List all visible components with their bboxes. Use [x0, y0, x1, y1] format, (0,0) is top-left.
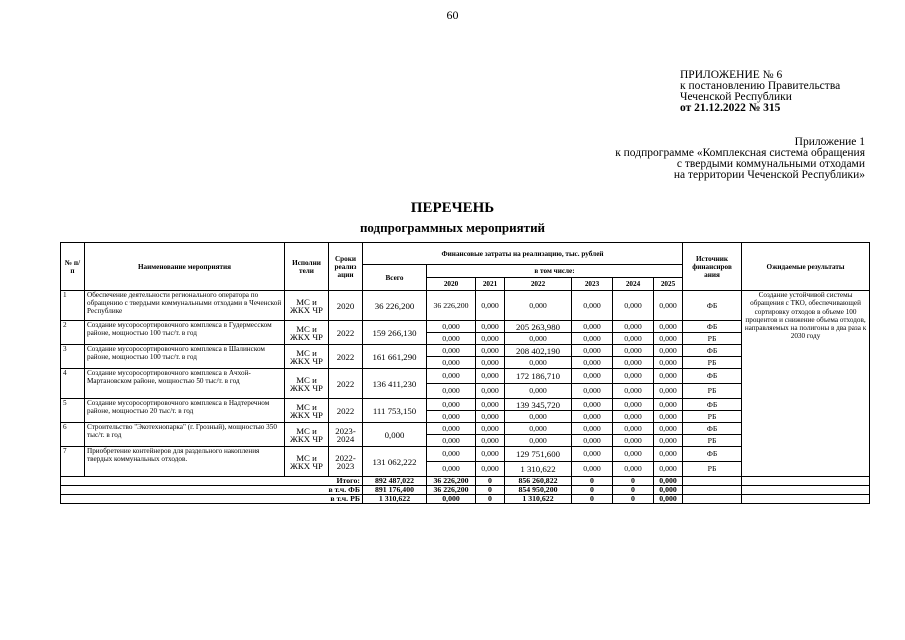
year-value: 0,000	[613, 357, 654, 369]
totals-total: 1 310,622	[363, 495, 427, 504]
totals-year-value: 0,000	[654, 495, 683, 504]
year-value: 0,000	[505, 384, 572, 399]
year-value: 0,000	[572, 399, 613, 411]
funding-source: РБ	[683, 462, 742, 477]
year-value: 0,000	[505, 411, 572, 423]
year-value: 0,000	[613, 369, 654, 384]
year-value: 0,000	[613, 291, 654, 321]
totals-year-value: 856 260,822	[505, 477, 572, 486]
funding-source: ФБ	[683, 399, 742, 411]
totals-year-value: 0	[613, 495, 654, 504]
year-value: 139 345,720	[505, 399, 572, 411]
sub-appendix-line: к подпрограмме «Комплексная система обращения	[615, 147, 865, 159]
year-value: 0,000	[476, 384, 505, 399]
year-value: 0,000	[613, 399, 654, 411]
year-value: 0,000	[572, 369, 613, 384]
funding-source: РБ	[683, 384, 742, 399]
totals-year-value: 0,000	[654, 477, 683, 486]
totals-year-value: 0	[572, 486, 613, 495]
year-value: 0,000	[427, 399, 476, 411]
year-value: 0,000	[505, 291, 572, 321]
header-executors: Исполни тели	[285, 243, 329, 291]
header-year: 2022	[505, 278, 572, 291]
funding-source: ФБ	[683, 423, 742, 435]
year-value: 0,000	[476, 369, 505, 384]
year-value: 0,000	[654, 399, 683, 411]
year-value: 129 751,600	[505, 447, 572, 462]
year-value: 0,000	[427, 423, 476, 435]
row-executor: МС и ЖКХ ЧР	[285, 369, 329, 399]
year-value: 0,000	[654, 384, 683, 399]
header-name: Наименование мероприятия	[85, 243, 285, 291]
year-value: 0,000	[476, 291, 505, 321]
row-num: 7	[61, 447, 85, 477]
year-value: 0,000	[427, 462, 476, 477]
row-total: 0,000	[363, 423, 427, 447]
sub-appendix-line: с твердыми коммунальными отходами	[676, 158, 865, 170]
year-value: 0,000	[572, 423, 613, 435]
year-value: 0,000	[654, 369, 683, 384]
appendix-line: ПРИЛОЖЕНИЕ № 6	[680, 69, 783, 81]
row-num: 3	[61, 345, 85, 369]
totals-year-value: 0,000	[654, 486, 683, 495]
year-value: 0,000	[476, 399, 505, 411]
year-value: 0,000	[654, 423, 683, 435]
measures-table	[60, 242, 870, 504]
totals-source	[683, 486, 742, 495]
year-value: 0,000	[572, 333, 613, 345]
row-term: 2023-2024	[329, 423, 363, 447]
row-term: 2022	[329, 399, 363, 423]
row-name: Создание мусоросортировочного комплекса в Гудермесском районе, мощностью 100 тыс/т. в год	[85, 321, 285, 345]
header-finance: Финансовые затраты на реализацию, тыс. рублей	[363, 243, 683, 265]
row-term: 2022	[329, 321, 363, 345]
year-value: 36 226,200	[427, 291, 476, 321]
row-executor: МС и ЖКХ ЧР	[285, 321, 329, 345]
totals-total: 892 487,022	[363, 477, 427, 486]
year-value: 0,000	[613, 321, 654, 333]
year-value: 208 402,190	[505, 345, 572, 357]
header-year: 2024	[613, 278, 654, 291]
header-terms: Сроки реализ ации	[329, 243, 363, 291]
year-value: 0,000	[427, 384, 476, 399]
totals-year-value: 0	[476, 495, 505, 504]
totals-row	[61, 477, 870, 486]
appendix-date: от 21.12.2022 № 315	[680, 102, 781, 114]
year-value: 0,000	[654, 291, 683, 321]
totals-year-value: 1 310,622	[505, 495, 572, 504]
row-term: 2020	[329, 291, 363, 321]
year-value: 205 263,980	[505, 321, 572, 333]
row-name: Строительство "Экотехнопарка" (г. Грозный), мощностью 350 тыс/т. в год	[85, 423, 285, 447]
totals-source	[683, 477, 742, 486]
expected-results: Создание устойчивой системы обращения с ТКО, обеспечивающей сортировку отходов в объеме 100 процентов и снижение объема отходов, направляемых на полигоны в два раза к 2030 году	[742, 291, 870, 477]
document-subtitle: подпрограммных мероприятий	[359, 220, 546, 235]
row-total: 36 226,200	[363, 291, 427, 321]
sub-appendix-line: Приложение 1	[794, 136, 865, 148]
totals-results	[742, 477, 870, 486]
document-title: ПЕРЕЧЕНЬ	[410, 200, 495, 216]
year-value: 0,000	[654, 345, 683, 357]
header-source: Источник финансиров ания	[683, 243, 742, 291]
year-value: 0,000	[613, 345, 654, 357]
row-term: 2022	[329, 369, 363, 399]
year-value: 0,000	[654, 333, 683, 345]
totals-year-value: 0	[572, 495, 613, 504]
year-value: 0,000	[476, 423, 505, 435]
year-value: 0,000	[572, 321, 613, 333]
totals-label: Итого:	[61, 477, 363, 486]
year-value: 1 310,622	[505, 462, 572, 477]
row-name: Приобретение контейнеров для раздельного накопления твердых коммунальных отходов.	[85, 447, 285, 477]
year-value: 0,000	[654, 462, 683, 477]
totals-row	[61, 495, 870, 504]
funding-source: ФБ	[683, 369, 742, 384]
sub-appendix-line: на территории Чеченской Республики»	[673, 169, 865, 181]
year-value: 0,000	[613, 435, 654, 447]
row-num: 6	[61, 423, 85, 447]
header-year: 2023	[572, 278, 613, 291]
funding-source: ФБ	[683, 447, 742, 462]
row-executor: МС и ЖКХ ЧР	[285, 399, 329, 423]
totals-results	[742, 486, 870, 495]
row-num: 2	[61, 321, 85, 345]
page-number: 60	[446, 8, 459, 22]
row-executor: МС и ЖКХ ЧР	[285, 345, 329, 369]
appendix-block	[680, 70, 840, 114]
header-year: 2025	[654, 278, 683, 291]
totals-year-value: 0	[613, 477, 654, 486]
year-value: 0,000	[476, 357, 505, 369]
year-value: 0,000	[476, 345, 505, 357]
totals-year-value: 0	[476, 486, 505, 495]
year-value: 172 186,710	[505, 369, 572, 384]
funding-source: ФБ	[683, 321, 742, 333]
year-value: 0,000	[427, 345, 476, 357]
totals-label: в т.ч. РБ	[61, 495, 363, 504]
funding-source: РБ	[683, 435, 742, 447]
row-name: Создание мусоросортировочного комплекса в Шалинском районе, мощностью 100 тыс/т. в год	[85, 345, 285, 369]
year-value: 0,000	[476, 447, 505, 462]
table-body	[61, 243, 870, 504]
row-executor: МС и ЖКХ ЧР	[285, 291, 329, 321]
totals-label: в т.ч. ФБ	[61, 486, 363, 495]
year-value: 0,000	[427, 435, 476, 447]
year-value: 0,000	[427, 369, 476, 384]
year-value: 0,000	[505, 333, 572, 345]
year-value: 0,000	[427, 333, 476, 345]
table-row	[61, 291, 870, 321]
year-value: 0,000	[572, 447, 613, 462]
year-value: 0,000	[505, 435, 572, 447]
year-value: 0,000	[613, 333, 654, 345]
year-value: 0,000	[654, 357, 683, 369]
row-name: Создание мусоросортировочного комплекса в Надтеречном районе, мощностью 20 тыс/т. в год	[85, 399, 285, 423]
year-value: 0,000	[654, 435, 683, 447]
year-value: 0,000	[476, 411, 505, 423]
year-value: 0,000	[613, 411, 654, 423]
year-value: 0,000	[572, 462, 613, 477]
row-term: 2022-2023	[329, 447, 363, 477]
row-term: 2022	[329, 345, 363, 369]
funding-source: ФБ	[683, 345, 742, 357]
totals-year-value: 36 226,200	[427, 486, 476, 495]
year-value: 0,000	[476, 333, 505, 345]
year-value: 0,000	[427, 321, 476, 333]
sub-appendix-block	[615, 137, 865, 181]
year-value: 0,000	[572, 384, 613, 399]
year-value: 0,000	[427, 411, 476, 423]
funding-source: РБ	[683, 411, 742, 423]
totals-row	[61, 486, 870, 495]
totals-total: 891 176,400	[363, 486, 427, 495]
year-value: 0,000	[654, 321, 683, 333]
totals-year-value: 0,000	[427, 495, 476, 504]
year-value: 0,000	[572, 291, 613, 321]
row-total: 136 411,230	[363, 369, 427, 399]
totals-year-value: 0	[476, 477, 505, 486]
totals-year-value: 0	[613, 486, 654, 495]
year-value: 0,000	[427, 357, 476, 369]
year-value: 0,000	[613, 447, 654, 462]
year-value: 0,000	[613, 423, 654, 435]
row-name: Обеспечение деятельности регионального оператора по обращению с твердыми коммунальными отходами в Чеченской Республике	[85, 291, 285, 321]
year-value: 0,000	[613, 462, 654, 477]
appendix-line: к постановлению Правительства	[680, 80, 841, 92]
row-name: Создание мусоросортировочного комплекса в Ачхой-Мартановском районе, мощностью 50 тыс/т. в год	[85, 369, 285, 399]
appendix-line: Чеченской Республики	[680, 91, 792, 103]
totals-year-value: 36 226,200	[427, 477, 476, 486]
row-total: 159 266,130	[363, 321, 427, 345]
year-value: 0,000	[505, 423, 572, 435]
funding-source: РБ	[683, 357, 742, 369]
totals-source	[683, 495, 742, 504]
header-num: № п/п	[61, 243, 85, 291]
header-including: в том числе:	[427, 265, 683, 278]
year-value: 0,000	[572, 411, 613, 423]
year-value: 0,000	[572, 345, 613, 357]
row-total: 131 062,222	[363, 447, 427, 477]
header-year: 2021	[476, 278, 505, 291]
year-value: 0,000	[654, 447, 683, 462]
row-total: 161 661,290	[363, 345, 427, 369]
totals-year-value: 854 950,200	[505, 486, 572, 495]
funding-source: РБ	[683, 333, 742, 345]
row-num: 4	[61, 369, 85, 399]
funding-source: ФБ	[683, 291, 742, 321]
row-executor: МС и ЖКХ ЧР	[285, 423, 329, 447]
year-value: 0,000	[572, 435, 613, 447]
year-value: 0,000	[427, 447, 476, 462]
header-results: Ожидаемые результаты	[742, 243, 870, 291]
totals-year-value: 0	[572, 477, 613, 486]
year-value: 0,000	[572, 357, 613, 369]
row-num: 5	[61, 399, 85, 423]
year-value: 0,000	[613, 384, 654, 399]
year-value: 0,000	[476, 321, 505, 333]
row-total: 111 753,150	[363, 399, 427, 423]
header-year: 2020	[427, 278, 476, 291]
year-value: 0,000	[505, 357, 572, 369]
year-value: 0,000	[654, 411, 683, 423]
year-value: 0,000	[476, 435, 505, 447]
row-num: 1	[61, 291, 85, 321]
year-value: 0,000	[476, 462, 505, 477]
row-executor: МС и ЖКХ ЧР	[285, 447, 329, 477]
header-total: Всего	[363, 265, 427, 291]
totals-results	[742, 495, 870, 504]
